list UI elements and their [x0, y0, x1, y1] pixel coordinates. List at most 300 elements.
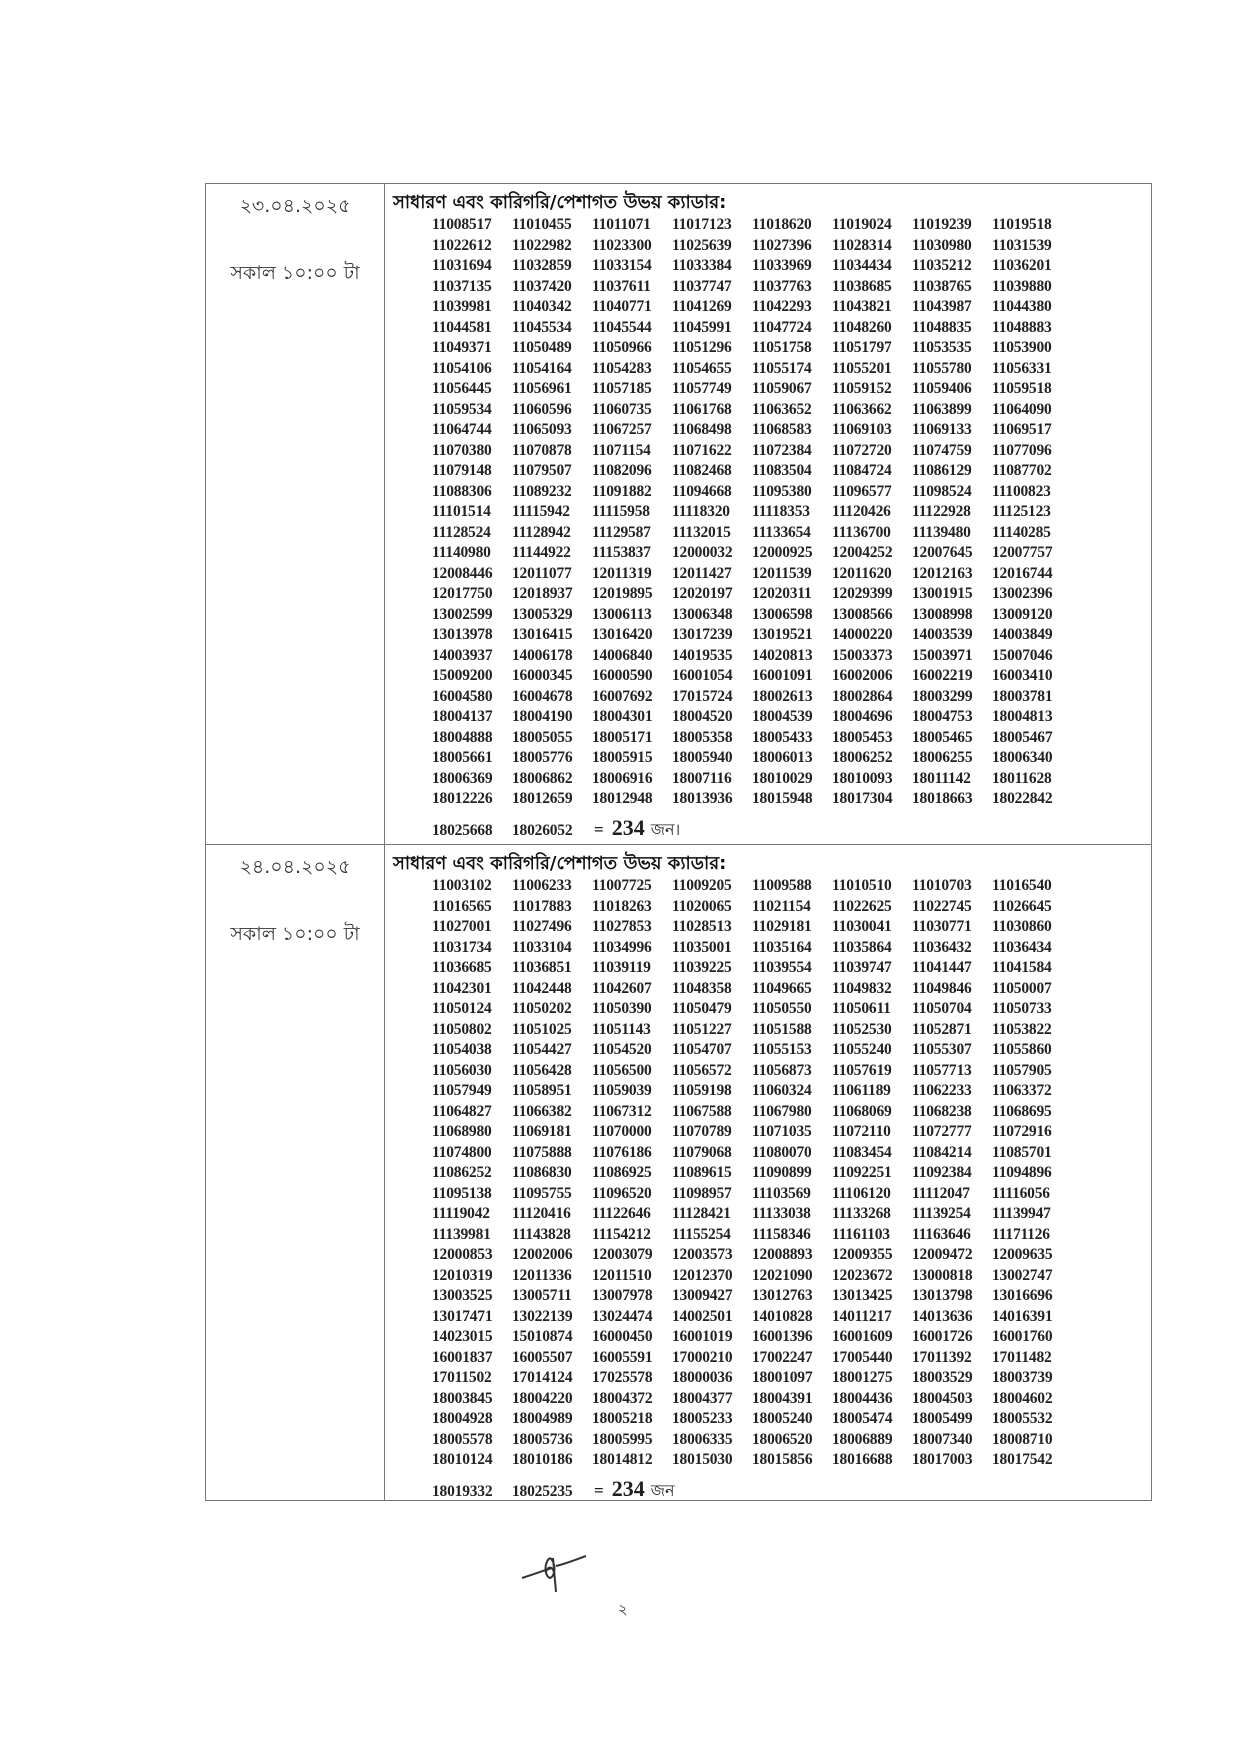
roll-number: 11030860: [992, 918, 1052, 935]
roll-number: 11010703: [912, 877, 972, 894]
roll-number: 11069181: [512, 1123, 572, 1140]
roll-number: 11009588: [752, 877, 812, 894]
roll-number: 11034996: [592, 938, 652, 956]
roll-number: 16001091: [752, 667, 813, 684]
roll-row: [432, 1204, 1072, 1225]
roll-number: 18005433: [752, 728, 813, 746]
roll-number: 18006252: [832, 749, 893, 766]
roll-number: 11120426: [832, 503, 891, 520]
roll-number: 11140285: [992, 523, 1051, 541]
roll-number: 12000853: [432, 1246, 493, 1263]
roll-number: 13009427: [672, 1287, 733, 1304]
roll-number: 11056873: [752, 1061, 812, 1079]
roll-number: 12007757: [992, 544, 1053, 561]
roll-number: 11039554: [752, 959, 812, 976]
roll-number: 18016688: [832, 1451, 893, 1468]
roll-number: 13016415: [512, 626, 573, 643]
roll-number: 18006340: [992, 749, 1053, 766]
roll-number: 16002006: [832, 667, 893, 684]
roll-number: 11063372: [992, 1082, 1052, 1099]
roll-number: 11103569: [752, 1184, 811, 1202]
roll-number: 11027853: [592, 918, 652, 935]
roll-number: 11143828: [512, 1225, 571, 1243]
roll-number: 11095755: [512, 1184, 572, 1202]
roll-number: 11045534: [512, 318, 572, 336]
roll-row: [432, 461, 1072, 482]
roll-row: [432, 917, 1072, 938]
roll-number: 11048260: [832, 318, 892, 336]
roll-number-list: [432, 215, 1072, 839]
roll-number: 12012370: [672, 1266, 733, 1284]
roll-number: 11056445: [432, 380, 492, 397]
roll-number: 11084724: [832, 462, 892, 479]
roll-number: 11122928: [912, 503, 971, 520]
roll-number: 11027396: [752, 236, 812, 254]
roll-number: 14013636: [912, 1307, 973, 1325]
roll-number: 18005915: [592, 749, 653, 766]
roll-number: 11077096: [992, 441, 1052, 459]
roll-number: 18003845: [432, 1389, 493, 1407]
roll-number: 18004602: [992, 1389, 1053, 1407]
roll-number: 11074759: [912, 441, 972, 459]
roll-number: 12009355: [832, 1246, 893, 1263]
roll-number: 11063899: [912, 400, 972, 418]
roll-number: 11050733: [992, 1000, 1052, 1017]
roll-number: 11095138: [432, 1184, 492, 1202]
roll-number: 11133268: [832, 1205, 891, 1222]
roll-number: 11022612: [432, 236, 492, 254]
roll-number: 13006113: [592, 605, 652, 623]
roll-row: [432, 1348, 1072, 1369]
roll-number: 11033384: [672, 257, 732, 274]
roll-number: 11055780: [912, 359, 972, 377]
roll-number: 18001275: [832, 1369, 893, 1386]
roll-number: 11048883: [992, 318, 1052, 336]
roll-number: 11139254: [912, 1205, 971, 1222]
roll-number: 11039981: [432, 298, 492, 315]
roll-number: 18005171: [592, 728, 653, 746]
roll-number: 12007645: [912, 544, 973, 561]
roll-number: 11036685: [432, 959, 492, 976]
roll-number: 18013936: [672, 790, 733, 807]
roll-number: 11069517: [992, 421, 1052, 438]
roll-number: 15003373: [832, 646, 893, 664]
roll-number: 11070878: [512, 441, 572, 459]
roll-number: 17025578: [592, 1369, 653, 1386]
roll-number: 16001019: [672, 1328, 733, 1345]
roll-number: 11007725: [592, 877, 652, 894]
roll-number: 13013798: [912, 1287, 973, 1304]
roll-number: 11041269: [672, 298, 732, 315]
roll-number: 16000345: [512, 667, 573, 684]
roll-number: 13006598: [752, 605, 813, 623]
roll-number: 11136700: [832, 523, 891, 541]
roll-number: 13005711: [512, 1287, 572, 1304]
roll-number: 11090899: [752, 1164, 812, 1181]
roll-number: 11054427: [512, 1041, 572, 1058]
roll-number: 11031734: [432, 938, 492, 956]
roll-number: 11047724: [752, 318, 812, 336]
roll-number: 11066382: [512, 1102, 572, 1120]
roll-number: 11050390: [592, 1000, 652, 1017]
roll-row: [432, 297, 1072, 318]
roll-number: 11042607: [592, 979, 652, 997]
roll-list-cell: [385, 184, 1151, 844]
roll-number: 16000590: [592, 667, 653, 684]
roll-number: 11030771: [912, 918, 972, 935]
roll-row: [432, 938, 1072, 959]
roll-number: 11116056: [992, 1184, 1050, 1202]
roll-number: 11068238: [912, 1102, 972, 1120]
roll-number: 18004696: [832, 708, 893, 725]
roll-number: 11016565: [432, 897, 492, 915]
roll-number: 18004220: [512, 1389, 573, 1407]
roll-row: [432, 1307, 1072, 1328]
roll-number: 12011620: [832, 564, 892, 582]
roll-number: 11065093: [512, 421, 572, 438]
roll-number: 13008998: [912, 605, 973, 623]
roll-row: [432, 1122, 1072, 1143]
roll-number: 12000032: [672, 544, 733, 561]
roll-number: 11092251: [832, 1164, 892, 1181]
roll-number: 11059406: [912, 380, 972, 397]
roll-number: 12020197: [672, 585, 733, 602]
roll-row: [432, 1450, 1072, 1471]
roll-number: 11070380: [432, 441, 492, 459]
roll-number: 18022842: [992, 790, 1053, 807]
roll-number: 11056030: [432, 1061, 492, 1079]
roll-number: 11075888: [512, 1143, 572, 1161]
roll-row: [432, 215, 1072, 236]
roll-row: [432, 769, 1072, 790]
roll-number: 18003299: [912, 687, 973, 705]
roll-number: 11048835: [912, 318, 972, 336]
roll-row: [432, 646, 1072, 667]
roll-number: 11062233: [912, 1082, 972, 1099]
roll-number: 11079148: [432, 462, 492, 479]
roll-number: 11161103: [832, 1225, 890, 1243]
roll-number: 12003573: [672, 1246, 733, 1263]
roll-number: 11094668: [672, 482, 732, 500]
roll-number: 11045991: [672, 318, 732, 336]
roll-row: [432, 1430, 1072, 1451]
roll-number: 11122646: [592, 1205, 651, 1222]
roll-number: 11035212: [912, 257, 972, 274]
roll-number: 18004539: [752, 708, 813, 725]
roll-number: 11163646: [912, 1225, 971, 1243]
roll-number: 11069133: [912, 421, 972, 438]
roll-number: 18005218: [592, 1410, 653, 1427]
roll-row: [432, 1143, 1072, 1164]
roll-number: 11096577: [832, 482, 892, 500]
roll-number: 11063652: [752, 400, 812, 418]
roll-number: 11061768: [672, 400, 732, 418]
roll-number: 12029399: [832, 585, 893, 602]
roll-number: 11048358: [672, 979, 732, 997]
roll-number: 18002864: [832, 687, 893, 705]
roll-number: 11118320: [672, 503, 730, 520]
roll-number: 18000036: [672, 1369, 733, 1386]
roll-number: 18017003: [912, 1451, 973, 1468]
roll-number: 11119042: [432, 1205, 490, 1222]
roll-number: 17000210: [672, 1348, 733, 1366]
roll-number: 11059518: [992, 380, 1052, 397]
equals-sign: =: [594, 1480, 604, 1500]
schedule-section: [206, 184, 1151, 845]
roll-number: 11050007: [992, 979, 1052, 997]
roll-number: 13013978: [432, 626, 493, 643]
roll-number: 11086129: [912, 462, 972, 479]
roll-number: 11061189: [832, 1082, 891, 1099]
roll-number: 18005736: [512, 1430, 573, 1448]
roll-row: [432, 1081, 1072, 1102]
roll-number: 18015030: [672, 1451, 733, 1468]
total-line: [432, 1476, 1072, 1500]
roll-row: [432, 748, 1072, 769]
roll-number: 11042293: [752, 298, 812, 315]
roll-number: 11071154: [592, 441, 651, 459]
roll-number: 16001396: [752, 1328, 813, 1345]
roll-number: 11155254: [672, 1225, 731, 1243]
roll-number: 12000925: [752, 544, 813, 561]
roll-number: 18005453: [832, 728, 893, 746]
roll-number: 11086830: [512, 1164, 572, 1181]
roll-number: 14003849: [992, 626, 1053, 643]
roll-number: 11139480: [912, 523, 971, 541]
roll-number: 11067257: [592, 421, 652, 438]
roll-number: 14016391: [992, 1307, 1053, 1325]
roll-number: 16005591: [592, 1348, 653, 1366]
roll-number: 15010874: [512, 1328, 573, 1345]
roll-row: [432, 605, 1072, 626]
roll-number: 18001097: [752, 1369, 813, 1386]
roll-number: 11079068: [672, 1143, 732, 1161]
roll-number: 11051227: [672, 1020, 732, 1038]
roll-row: [432, 876, 1072, 897]
roll-number: 13016696: [992, 1287, 1053, 1304]
roll-number: 11074800: [432, 1143, 492, 1161]
roll-number: 11011071: [592, 216, 651, 233]
roll-row: [432, 523, 1072, 544]
roll-number: 11139947: [992, 1205, 1051, 1222]
roll-number: 18006520: [752, 1430, 813, 1448]
roll-row: [432, 1040, 1072, 1061]
roll-number: 18004888: [432, 728, 493, 746]
roll-number: 16002219: [912, 667, 973, 684]
roll-number: 16007692: [592, 687, 653, 705]
roll-number: 11083454: [832, 1143, 892, 1161]
roll-number: 11060735: [592, 400, 652, 418]
roll-number: 11056572: [672, 1061, 732, 1079]
roll-number: 18004301: [592, 708, 653, 725]
roll-number: 18010186: [512, 1451, 573, 1468]
roll-number: 12011077: [512, 564, 572, 582]
roll-row: [432, 958, 1072, 979]
roll-number: 15009200: [432, 667, 493, 684]
roll-number: 11010455: [512, 216, 572, 233]
roll-row: [432, 1389, 1072, 1410]
roll-number: 11057619: [832, 1061, 892, 1079]
roll-number: 18005055: [512, 728, 573, 746]
roll-number: 18005995: [592, 1430, 653, 1448]
roll-number: 11054038: [432, 1041, 492, 1058]
roll-number: 13017471: [432, 1307, 493, 1325]
roll-number: 11055307: [912, 1041, 972, 1058]
roll-number: 11083504: [752, 462, 812, 479]
roll-number: 11021154: [752, 897, 811, 915]
roll-number: 18004753: [912, 708, 973, 725]
roll-number: 11068980: [432, 1123, 492, 1140]
roll-number: 18012226: [432, 790, 493, 807]
roll-number: 11037420: [512, 277, 572, 295]
roll-number: 11067588: [672, 1102, 732, 1120]
roll-number: 11144922: [512, 544, 571, 561]
roll-number: 16005507: [512, 1348, 573, 1366]
roll-number: 11018620: [752, 216, 812, 233]
roll-number: 11072110: [832, 1123, 891, 1140]
roll-number: 11158346: [752, 1225, 811, 1243]
roll-number: 18003739: [992, 1369, 1053, 1386]
roll-number: 14003539: [912, 626, 973, 643]
roll-number: 12011336: [512, 1266, 572, 1284]
roll-number: 18002613: [752, 687, 813, 705]
roll-number: 14010828: [752, 1307, 813, 1325]
roll-number: 11085701: [992, 1143, 1052, 1161]
roll-number: 12019895: [592, 585, 653, 602]
roll-number: 11086925: [592, 1164, 652, 1181]
roll-number: 11055240: [832, 1041, 892, 1058]
roll-number: 18004372: [592, 1389, 653, 1407]
roll-number: 11050202: [512, 1000, 572, 1017]
roll-row: [432, 897, 1072, 918]
roll-number: 18012659: [512, 790, 573, 807]
roll-number: 12010319: [432, 1266, 493, 1284]
roll-number: 11133038: [752, 1205, 811, 1222]
roll-number: 11009205: [672, 877, 732, 894]
roll-number: 11057185: [592, 380, 652, 397]
roll-number: 16001609: [832, 1328, 893, 1345]
roll-number: 11096520: [592, 1184, 652, 1202]
roll-number: 11043821: [832, 298, 892, 315]
roll-number: 11036434: [992, 938, 1052, 956]
roll-number: 18015948: [752, 790, 813, 807]
roll-number: 11072777: [912, 1123, 972, 1140]
roll-number: 11051758: [752, 339, 812, 356]
roll-row: [432, 1061, 1072, 1082]
roll-number: 11020065: [672, 897, 732, 915]
exam-date: ২৪.০৪.২০২৫: [239, 856, 351, 878]
roll-number: 11018263: [592, 897, 652, 915]
roll-row: [432, 1409, 1072, 1430]
roll-number: 11115942: [512, 503, 570, 520]
roll-number: 11039880: [992, 277, 1052, 295]
roll-number: 18010093: [832, 769, 893, 787]
roll-row: [432, 318, 1072, 339]
roll-row: [432, 728, 1072, 749]
roll-number: 11100823: [992, 482, 1051, 500]
roll-number: 11053900: [992, 339, 1052, 356]
roll-number: 12018937: [512, 585, 573, 602]
roll-number: 11029181: [752, 918, 812, 935]
roll-number: 11118353: [752, 503, 810, 520]
count-unit: জন।: [650, 819, 681, 839]
roll-number: 11068695: [992, 1102, 1052, 1120]
roll-number: 11022625: [832, 897, 892, 915]
roll-number: 18025235: [512, 1482, 573, 1500]
roll-number: 11067312: [592, 1102, 652, 1120]
roll-number: 11106120: [832, 1184, 891, 1202]
roll-number: 11125123: [992, 503, 1051, 520]
roll-row: [432, 687, 1072, 708]
roll-number: 11056961: [512, 380, 572, 397]
roll-number: 13006348: [672, 605, 733, 623]
roll-number: 17005440: [832, 1348, 893, 1366]
roll-number: 18005465: [912, 728, 973, 746]
roll-number: 11016540: [992, 877, 1052, 894]
roll-number: 18006916: [592, 769, 653, 787]
roll-number: 11042301: [432, 979, 492, 997]
roll-number: 11027496: [512, 918, 572, 935]
roll-number: 11058951: [512, 1082, 572, 1099]
roll-number: 11050966: [592, 339, 652, 356]
roll-number: 11054520: [592, 1041, 652, 1058]
roll-number: 11056500: [592, 1061, 652, 1079]
roll-number: 11022982: [512, 236, 572, 254]
roll-number: 11050550: [752, 1000, 812, 1017]
signature: [520, 1548, 590, 1598]
roll-number: 18007116: [672, 769, 732, 787]
date-time-cell: [206, 845, 385, 1500]
date-time-cell: [206, 184, 385, 844]
roll-number: 18004391: [752, 1389, 813, 1407]
roll-number: 11056331: [992, 359, 1052, 377]
roll-number: 18006862: [512, 769, 573, 787]
roll-number: 11041447: [912, 959, 972, 976]
roll-number: 11028513: [672, 918, 732, 935]
roll-number: 11057749: [672, 380, 732, 397]
roll-number: 12020311: [752, 585, 812, 602]
roll-number: 11049846: [912, 979, 972, 997]
roll-number: 11043987: [912, 298, 972, 315]
roll-row: [432, 277, 1072, 298]
roll-number: 11132015: [672, 523, 731, 541]
roll-number: 11095380: [752, 482, 812, 500]
roll-number: 11057949: [432, 1082, 492, 1099]
roll-number: 11028314: [832, 236, 892, 254]
roll-number: 11023300: [592, 236, 652, 254]
roll-number: 12023672: [832, 1266, 893, 1284]
roll-number: 12016744: [992, 564, 1053, 582]
roll-number: 12017750: [432, 585, 493, 602]
roll-number: 14011217: [832, 1307, 892, 1325]
roll-row: [432, 564, 1072, 585]
roll-number: 13013425: [832, 1287, 893, 1304]
roll-number: 13002396: [992, 585, 1053, 602]
roll-number: 11051797: [832, 339, 892, 356]
roll-number: 12012163: [912, 564, 973, 582]
roll-number: 11057713: [912, 1061, 972, 1079]
roll-number: 13003525: [432, 1287, 493, 1304]
roll-number: 11056428: [512, 1061, 572, 1079]
roll-number: 11140980: [432, 544, 491, 561]
exam-time: সকাল ১০:০০ টা: [230, 262, 360, 284]
roll-row: [432, 543, 1072, 564]
roll-number: 11087702: [992, 462, 1052, 479]
roll-number: 11036432: [912, 938, 972, 956]
roll-number: 18003781: [992, 687, 1053, 705]
roll-number: 11084214: [912, 1143, 972, 1161]
roll-number: 16004580: [432, 687, 493, 705]
